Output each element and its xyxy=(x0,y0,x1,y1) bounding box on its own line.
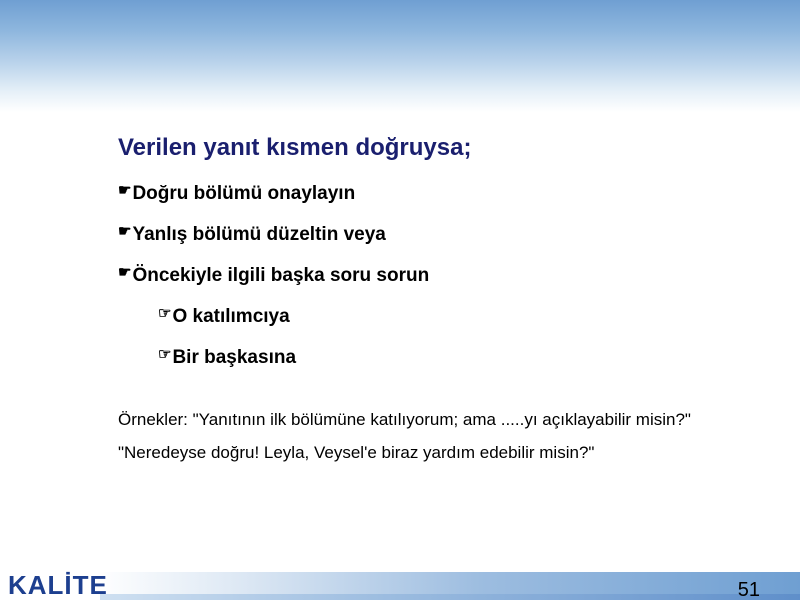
bullet-text: Doğru bölümü onaylayın xyxy=(132,183,356,204)
header-gradient xyxy=(0,0,800,112)
pointing-hand-icon: ☛ xyxy=(118,182,132,199)
sub-bullet-item xyxy=(118,344,758,385)
kalite-logo: KALİTE xyxy=(8,570,108,600)
example-text: Örnekler: "Yanıtının ilk bölümüne katılıyorum; ama .....yı açıklayabilir misin?" xyxy=(118,410,691,429)
page-number: 51 xyxy=(737,579,760,601)
sub-bullet-text: O katılımcıya xyxy=(172,306,290,327)
pointing-hand-icon: ☛ xyxy=(118,223,132,240)
pointing-hand-icon: ☛ xyxy=(118,264,132,281)
footer-stripe xyxy=(100,594,800,600)
sub-bullet-text: Bir başkasına xyxy=(172,347,297,368)
sub-bullet-item xyxy=(118,303,758,344)
bullet-item xyxy=(118,221,758,262)
outline-pointing-hand-icon: ☞ xyxy=(158,346,172,363)
examples-block xyxy=(118,408,708,464)
bullet-text: Yanlış bölümü düzeltin veya xyxy=(132,224,386,245)
bullet-item xyxy=(118,180,758,221)
bullet-item xyxy=(118,262,758,303)
slide-content xyxy=(118,130,758,474)
example-text: "Neredeyse doğru! Leyla, Veysel'e biraz yardım edebilir misin?" xyxy=(118,443,595,462)
outline-pointing-hand-icon: ☞ xyxy=(158,305,172,322)
slide-heading: Verilen yanıt kısmen doğruysa; xyxy=(118,134,472,161)
bullet-text: Öncekiyle ilgili başka soru sorun xyxy=(132,265,430,286)
